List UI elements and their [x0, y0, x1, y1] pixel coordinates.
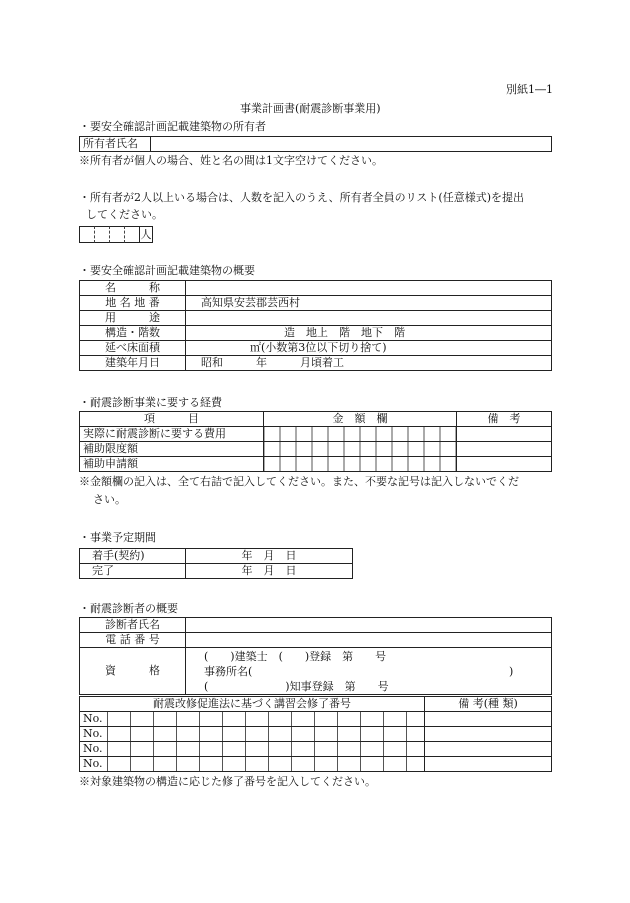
cost-amount-header: 金 額 欄 — [264, 412, 457, 427]
course-number-field[interactable] — [107, 727, 424, 741]
digit-box[interactable] — [109, 226, 124, 243]
owner-name-field[interactable] — [151, 137, 552, 152]
building-table — [79, 280, 552, 371]
schedule-start-field[interactable]: 年 月 日 — [186, 549, 353, 564]
schedule-heading: ・事業予定期間 — [79, 531, 156, 544]
course-table — [79, 696, 552, 772]
owner-count-unit: 人 — [140, 228, 152, 241]
building-address-field[interactable]: 高知県安芸郡芸西村 — [186, 296, 552, 311]
course-number-header: 耐震改修促進法に基づく講習会修了番号 — [80, 697, 425, 712]
cost-amount-field[interactable] — [264, 442, 457, 457]
course-number-field[interactable] — [107, 742, 424, 756]
cost-note-2: さい。 — [93, 493, 126, 506]
course-remarks-header: 備 考(種 類) — [425, 697, 552, 712]
schedule-label: 完了 — [80, 564, 186, 579]
diagnostician-phone-field[interactable] — [186, 633, 552, 648]
schedule-label: 着手(契約) — [80, 549, 186, 564]
owner-heading: ・要安全確認計画記載建築物の所有者 — [79, 120, 266, 133]
building-name-field[interactable] — [186, 281, 552, 296]
owner-table — [79, 136, 552, 152]
digit-box[interactable] — [124, 226, 139, 243]
cost-remarks-field[interactable] — [457, 457, 552, 472]
course-number-field[interactable] — [107, 712, 424, 726]
owner-label: 所有者氏名 — [80, 137, 151, 152]
qualification-field[interactable] — [186, 648, 552, 695]
course-number-field[interactable] — [107, 757, 424, 771]
diagnostician-note: ※対象建築物の構造に応じた修了番号を記入してください。 — [79, 775, 376, 788]
no-label: No. — [83, 757, 103, 770]
building-label: 建築年月日 — [80, 356, 186, 371]
digit-box[interactable] — [79, 226, 94, 243]
building-label: 地 名 地 番 — [80, 296, 186, 311]
building-heading: ・要安全確認計画記載建築物の概要 — [79, 264, 255, 277]
diagnostician-label: 診断者氏名 — [80, 618, 186, 633]
building-structure-field[interactable]: 造 地上 階 地下 階 — [186, 326, 552, 341]
office-name-close: ) — [509, 664, 514, 678]
cost-remarks-header: 備 考 — [457, 412, 552, 427]
owner-note: ※所有者が個人の場合、姓と名の間は1文字空けてください。 — [79, 154, 383, 167]
building-label: 構造・階数 — [80, 326, 186, 341]
multi-owner-text-2: してください。 — [86, 208, 163, 221]
schedule-table — [79, 548, 353, 579]
owner-count-boxes[interactable] — [79, 226, 153, 243]
course-remarks-field[interactable] — [425, 727, 552, 742]
cost-item-label: 補助限度額 — [80, 442, 264, 457]
no-label: No. — [83, 727, 103, 740]
cost-item-label: 実際に耐震診断に要する費用 — [80, 427, 264, 442]
digit-box[interactable] — [94, 226, 109, 243]
office-name-label: 事務所名( — [204, 664, 253, 678]
no-label: No. — [83, 712, 103, 725]
diagnostician-name-field[interactable] — [186, 618, 552, 633]
no-label: No. — [83, 742, 103, 755]
diagnostician-label: 電 話 番 号 — [80, 633, 186, 648]
schedule-end-field[interactable]: 年 月 日 — [186, 564, 353, 579]
course-remarks-field[interactable] — [425, 712, 552, 727]
cost-table — [79, 411, 552, 472]
multi-owner-text-1: ・所有者が2人以上いる場合は、人数を記入のうえ、所有者全員のリスト(任意様式)を提出 — [79, 191, 525, 204]
building-use-field[interactable] — [186, 311, 552, 326]
building-label: 名 称 — [80, 281, 186, 296]
diagnostician-heading: ・耐震診断者の概要 — [79, 602, 178, 615]
diagnostician-table — [79, 617, 552, 695]
cost-amount-field[interactable] — [264, 427, 457, 442]
diagnostician-label: 資 格 — [80, 648, 186, 695]
course-remarks-field[interactable] — [425, 757, 552, 772]
cost-heading: ・耐震診断事業に要する経費 — [79, 396, 222, 409]
qualification-line-1: ( )建築士 ( )登録 第 号 — [204, 649, 387, 663]
building-label: 延べ床面積 — [80, 341, 186, 356]
cost-item-header: 項 目 — [80, 412, 264, 427]
building-date-field[interactable]: 昭和 年 月頃着工 — [186, 356, 552, 371]
cost-amount-field[interactable] — [264, 457, 457, 472]
cost-remarks-field[interactable] — [457, 427, 552, 442]
document-reference: 別紙1―1 — [506, 83, 553, 96]
document-title: 事業計画書(耐震診断事業用) — [240, 102, 381, 115]
cost-item-label: 補助申請額 — [80, 457, 264, 472]
qualification-line-2 — [204, 664, 548, 679]
course-remarks-field[interactable] — [425, 742, 552, 757]
cost-remarks-field[interactable] — [457, 442, 552, 457]
cost-note-1: ※金額欄の記入は、全て右詰で記入してください。また、不要な記号は記入しないでくだ — [79, 475, 519, 488]
building-floor-area-field[interactable]: ㎡(小数第3位以下切り捨て) — [186, 341, 552, 356]
building-label: 用 途 — [80, 311, 186, 326]
qualification-line-3: ( )知事登録 第 号 — [204, 679, 389, 693]
